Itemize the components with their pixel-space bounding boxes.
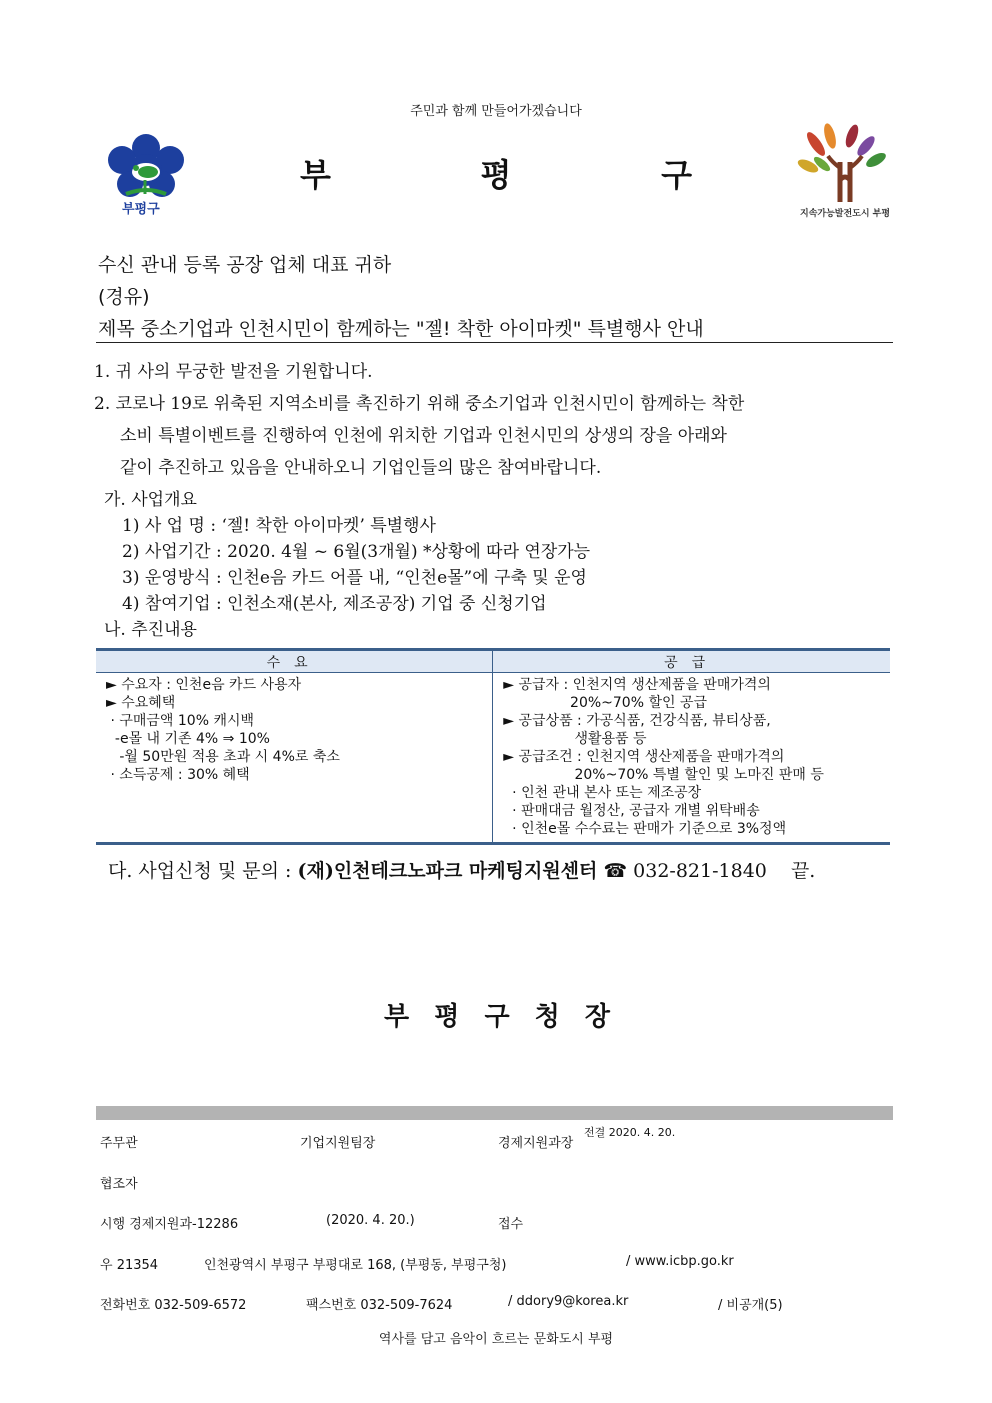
divider <box>96 342 893 343</box>
via-line: (경유) <box>98 286 150 308</box>
postal-code: 우 21354 <box>100 1258 159 1273</box>
demand-line: -월 50만원 적용 초과 시 4%로 축소 <box>106 749 340 765</box>
recipient-line: 수신 관내 등록 공장 업체 대표 귀하 <box>98 254 392 276</box>
bupyeong-logo <box>96 128 196 216</box>
paragraph-1: 1. 귀 사의 무궁한 발전을 기원합니다. <box>94 362 373 382</box>
website: / www.icbp.go.kr <box>626 1254 734 1269</box>
enforcement-date: (2020. 4. 20.) <box>326 1213 415 1228</box>
overview-item: 2) 사업기간 : 2020. 4월 ~ 6월(3개월) *상황에 따라 연장가능 <box>122 542 591 562</box>
supply-line: · 인천e몰 수수료는 판매가 기준으로 3%정액 <box>503 821 787 837</box>
signature-char: 구 <box>484 1002 510 1032</box>
supply-line: · 인천 관내 본사 또는 제조공장 <box>503 785 702 801</box>
phone-icon: ☎ <box>603 860 628 882</box>
end-mark: 끝. <box>790 860 816 882</box>
demand-line: · 구매금액 10% 캐시백 <box>106 713 255 729</box>
paragraph-2-line: 소비 특별이벤트를 진행하여 인천에 위치한 기업과 인천시민의 상생의 장을 아래와 <box>120 426 727 446</box>
supply-cell <box>493 673 890 844</box>
signature-char: 평 <box>434 1002 460 1032</box>
signature-char: 청 <box>534 1002 560 1032</box>
phone-number: 전화번호 032-509-6572 <box>100 1298 247 1313</box>
supply-line: 생활용품 등 <box>503 731 647 747</box>
demand-cell <box>96 673 493 844</box>
org-char: 평 <box>480 156 512 194</box>
demand-line: -e몰 내 기존 4% ⇒ 10% <box>106 731 270 747</box>
disclosure-status: / 비공개(5) <box>718 1298 783 1313</box>
contact-line <box>108 856 815 883</box>
demand-line: ► 수요자 : 인천e음 카드 사용자 <box>106 677 302 693</box>
logo-text: 부평구 <box>122 202 160 217</box>
supply-line: ► 공급조건 : 인천지역 생산제품을 판매가격의 <box>503 749 785 765</box>
approver-officer: 주무관 <box>100 1136 138 1151</box>
fax-number: 팩스번호 032-509-7624 <box>306 1298 453 1313</box>
overview-item: 1) 사 업 명 : ‘젤! 착한 아이마켓’ 특별행사 <box>122 516 436 536</box>
cooperator-label: 협조자 <box>100 1177 138 1192</box>
issuer-signature <box>384 996 610 1033</box>
supply-line: ► 공급자 : 인천지역 생산제품을 판매가격의 <box>503 677 771 693</box>
table-row <box>96 673 890 844</box>
overview-item: 4) 참여기업 : 인천소재(본사, 제조공장) 기업 중 신청기업 <box>122 594 547 614</box>
section-na-heading: 나. 추진내용 <box>104 620 197 640</box>
footer-divider-bar <box>96 1106 893 1120</box>
signature-char: 부 <box>384 1002 410 1032</box>
org-char: 구 <box>661 156 692 194</box>
receipt-label: 접수 <box>498 1217 524 1232</box>
overview-item: 3) 운영방식 : 인천e음 카드 어플 내, “인천e몰”에 구축 및 운영 <box>122 568 587 588</box>
subject-line: 제목 중소기업과 인천시민이 함께하는 "젤! 착한 아이마켓" 특별행사 안내 <box>98 318 704 340</box>
address: 인천광역시 부평구 부평대로 168, (부평동, 부평구청) <box>204 1258 507 1273</box>
column-header-demand: 수요 <box>96 650 493 673</box>
contact-org: (재)인천테크노파크 마케팅지원센터 <box>297 860 598 882</box>
approval-date: 전결 2020. 4. 20. <box>584 1126 676 1139</box>
enforcement-number: 시행 경제지원과-12286 <box>100 1217 239 1232</box>
slogan: 주민과 함께 만들어가겠습니다 <box>410 104 582 119</box>
supply-line: 20%~70% 특별 할인 및 노마진 판매 등 <box>503 767 824 783</box>
tree-logo-icon <box>796 122 896 206</box>
demand-line: ► 수요혜택 <box>106 695 176 711</box>
email: / ddory9@korea.kr <box>508 1294 629 1309</box>
section-ga-heading: 가. 사업개요 <box>104 490 197 510</box>
contact-phone: 032-821-1840 <box>633 860 767 882</box>
org-title <box>300 150 692 196</box>
column-header-supply: 공급 <box>493 650 890 673</box>
supply-line: ► 공급상품 : 가공식품, 건강식품, 뷰티상품, <box>503 713 771 729</box>
sustainable-city-logo <box>796 122 896 222</box>
approver-director: 경제지원과장 <box>498 1136 574 1151</box>
city-motto: 역사를 담고 음악이 흐르는 문화도시 부평 <box>378 1332 614 1347</box>
plan-table <box>96 648 890 845</box>
org-char: 부 <box>300 156 331 194</box>
contact-label: 다. 사업신청 및 문의 : <box>108 860 298 882</box>
supply-line: · 판매대금 월정산, 공급자 개별 위탁배송 <box>503 803 760 819</box>
demand-line: · 소득공제 : 30% 혜택 <box>106 767 250 783</box>
paragraph-2-line: 같이 추진하고 있음을 안내하오니 기업인들의 많은 참여바랍니다. <box>120 458 602 478</box>
paragraph-2-line: 2. 코로나 19로 위축된 지역소비를 촉진하기 위해 중소기업과 인천시민이 함께하는 착한 <box>94 394 745 414</box>
signature-char: 장 <box>584 1002 610 1032</box>
supply-line: 20%~70% 할인 공급 <box>503 695 707 711</box>
logo-text: 지속가능발전도시 부평 <box>800 209 891 219</box>
approver-team-lead: 기업지원팀장 <box>300 1136 376 1151</box>
